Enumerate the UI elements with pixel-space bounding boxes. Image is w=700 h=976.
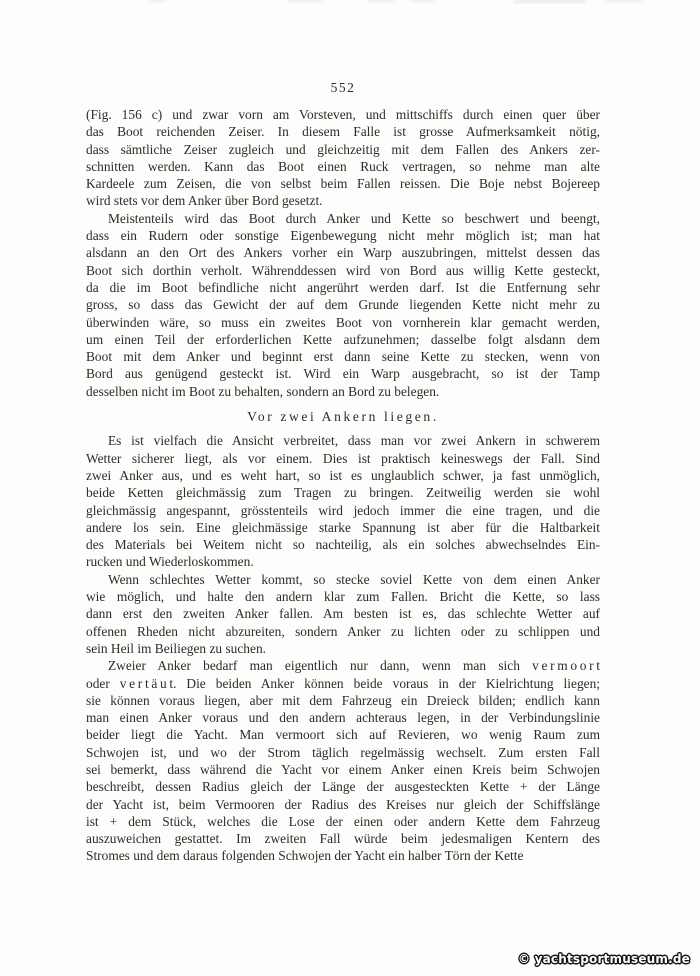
text-line: der Yacht ist, beim Vermooren der Radius des Kreises nur gleich der Schiffslänge [86, 796, 600, 812]
text-line: auszuweichen gestattet. Im zweiten Fall würde beim jedesmaligen Kentern des [86, 831, 600, 847]
text-line: Wenn schlechtes Wetter kommt, so stecke soviel Kette von dem einen Anker [108, 571, 600, 587]
text-line: ist + dem Stück, welches die Lose der einen oder andern Kette dem Fahrzeug [86, 813, 600, 829]
text-line: Schwojen ist, und wo der Strom täglich regelmässig wechselt. Zum ersten Fall [86, 744, 600, 760]
text-line: überwinden wäre, so muss ein zweites Boot von vornherein klar gemacht werden, [86, 314, 600, 330]
watermark: © yachtsportmuseum.de [518, 952, 690, 966]
text-line: Boot sich dorthin verholt. Währenddessen wird von Bord aus willig Kette gesteckt, [86, 262, 600, 278]
text-line: beschreibt, dessen Radius gleich der Länge der ausgesteckten Kette + der Länge [86, 779, 600, 795]
scan-artifact [604, 0, 644, 2]
text-line: rucken und Wiederloskommen. [86, 554, 254, 570]
text-line: Wetter sicherer liegt, als vor einem. Dies ist praktisch keineswegs der Fall. Sind [86, 450, 600, 466]
text-line: oder v e r t ä u t. Die beiden Anker können beide voraus in der Kielrichtung liegen; [86, 675, 600, 691]
text-line: man einen Anker voraus und den andern achteraus legen, in der Verbindungslinie [86, 710, 600, 726]
text-line: dass sämtliche Zeiser zugleich und gleichzeitig mit dem Fallen des Ankers zer- [86, 141, 600, 157]
text-line: wird stets vor dem Anker über Bord gesetzt. [86, 193, 323, 209]
text-line: schnitten werden. Kann das Boot einen Ruck vertragen, so nehme man alte [86, 158, 600, 174]
text-line: sei bemerkt, dass während die Yacht vor einem Anker einen Kreis beim Schwojen [86, 761, 600, 777]
text-line: beider liegt die Yacht. Man vermoort sich auf Revieren, wo wenig Raum zum [86, 727, 600, 743]
text-line: wie möglich, und halte den andern klar zum Fallen. Bricht die Kette, so lass [86, 589, 600, 605]
text-line: Kardeele zum Zeisen, die von selbst beim Fallen reissen. Die Boje nebst Bojereep [86, 176, 600, 192]
scan-artifact [288, 0, 322, 2]
text-block [86, 106, 600, 865]
text-line: Stromes und dem daraus folgenden Schwojen der Yacht ein halber Törn der Kette [86, 848, 524, 864]
text-line: sie können voraus liegen, aber mit dem Fahrzeug ein Dreieck bilden; endlich kann [86, 692, 600, 708]
text-line: alsdann an den Ort des Ankers vorher ein Warp auszubringen, mittelst dessen das [86, 245, 600, 261]
text-line: Meistenteils wird das Boot durch Anker und Kette so beschwert und beengt, [108, 210, 600, 226]
text-line: um einen Teil der erforderlichen Kette aufzunehmen; dasselbe folgt alsdann dem [86, 331, 600, 347]
text-line: zwei Anker aus, und es weht hart, so ist es unglaublich schwer, ja fast unmöglich, [86, 467, 600, 483]
text-line: beide Ketten gleichmässig zum Tragen zu bringen. Zeitweilig werden sie wohl [86, 485, 600, 501]
text-line: Zweier Anker bedarf man eigentlich nur dann, wenn man sich v e r m o o r t [108, 658, 600, 674]
text-line: offenen Rheden nicht abzureiten, sondern Anker zu lichten oder zu schlippen und [86, 623, 600, 639]
text-line: andere los sein. Eine gleichmässige starke Spannung ist aber für die Haltbarkeit [86, 519, 600, 535]
text-line: (Fig. 156 c) und zwar vorn am Vorsteven, und mittschiffs durch einen quer über [86, 107, 600, 122]
page-number: 552 [330, 80, 356, 95]
text-line: dann erst den zweiten Anker fallen. Am besten ist es, das schlechte Wetter auf [86, 606, 600, 622]
text-line: desselben nicht im Boot zu behalten, sondern an Bord zu belegen. [86, 383, 440, 399]
scan-artifact [410, 0, 436, 2]
text-line: Es ist vielfach die Ansicht verbreitet, dass man vor zwei Ankern in schwerem [108, 433, 600, 449]
text-line: des Materials bei Weitem nicht so nachteilig, als ein solches abwechselndes Ein- [86, 537, 600, 553]
scan-artifact [368, 0, 394, 2]
scan-artifact [148, 0, 166, 2]
text-line: gross, so dass das Gewicht der auf dem Grunde liegenden Kette nicht mehr zu [86, 297, 600, 313]
text-line: gleichmässig angespannt, grösstenteils wird jedoch immer die eine tragen, und die [86, 502, 600, 518]
text-line: dass ein Rudern oder sonstige Eigenbewegung nicht mehr möglich ist; man hat [86, 228, 600, 244]
text-line: das Boot reichenden Zeiser. In diesem Falle ist grosse Aufmerksamkeit nötig, [86, 124, 600, 140]
text-line: da die im Boot befindliche nicht angerührt werden darf. Ist die Entfernung sehr [86, 279, 600, 295]
scan-artifact [514, 0, 586, 3]
text-line: sein Heil im Beiliegen zu suchen. [86, 640, 266, 656]
section-heading: Vor zwei Ankern liegen. [247, 409, 439, 425]
text-line: Boot mit dem Anker und beginnt erst dann seine Kette zu stecken, wenn von [86, 349, 600, 365]
text-line: Bord aus genügend gesteckt ist. Wird ein Warp ausgebracht, so ist der Tamp [86, 366, 600, 382]
